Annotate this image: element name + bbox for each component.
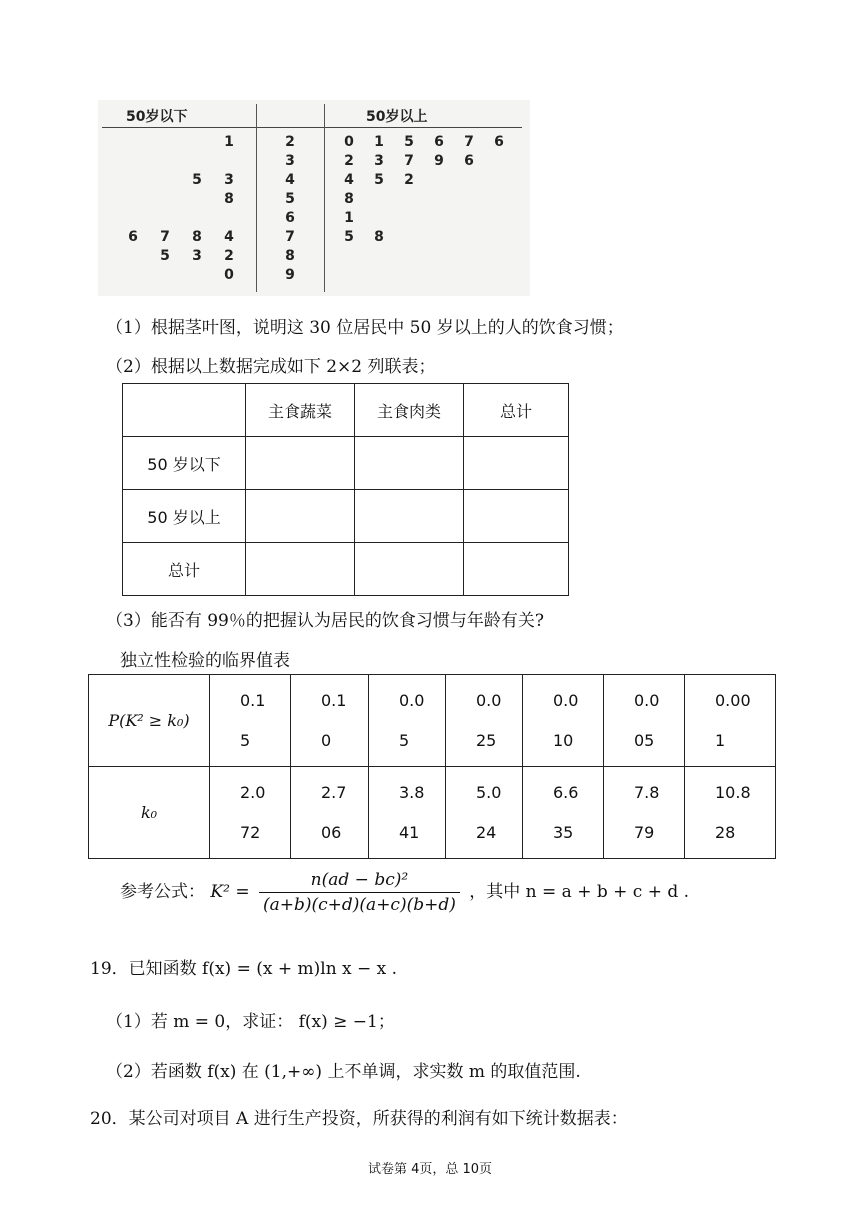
- stem-leaf-left-leaf: 8: [192, 229, 202, 245]
- critical-k-value: [210, 767, 291, 859]
- critical-p-value-part: 0.0: [399, 690, 425, 710]
- critical-k-value-part: 6.6: [553, 782, 579, 802]
- critical-p-value: [604, 675, 685, 767]
- stem-leaf-left-leaf: 3: [192, 248, 202, 264]
- critical-k-value-part: 3.8: [399, 782, 425, 802]
- formula-denominator: (a+b)(c+d)(a+c)(b+d): [262, 895, 456, 915]
- contingency-row: [123, 490, 569, 543]
- critical-p-value-part: 0: [321, 730, 332, 750]
- critical-p-row: [89, 675, 776, 767]
- critical-k-value: [523, 767, 604, 859]
- stem-leaf-right-leaf: 6: [464, 153, 474, 169]
- stem-leaf-right-leaf: 1: [374, 134, 384, 150]
- stem-leaf-stem: 4: [285, 172, 295, 188]
- stem-leaf-stem: 3: [285, 153, 295, 169]
- critical-k-value-part: 7.8: [634, 782, 660, 802]
- stem-leaf-stem: 9: [285, 267, 295, 283]
- stem-leaf-right-header: 50岁以上: [366, 109, 428, 125]
- stem-leaf-row: [98, 134, 528, 153]
- critical-p-value: [291, 675, 369, 767]
- stem-leaf-right-leaf: 5: [374, 172, 384, 188]
- stem-leaf-right-leaf: 0: [344, 134, 354, 150]
- stem-leaf-right-leaf: 4: [344, 172, 354, 188]
- formula-fraction: [259, 870, 460, 915]
- critical-k-value-part: 10.8: [715, 782, 751, 802]
- contingency-blank-cell: [464, 437, 569, 490]
- critical-k-value-part: 2.0: [240, 782, 266, 802]
- critical-k-value: [685, 767, 776, 859]
- stem-leaf-row: [98, 191, 528, 210]
- stem-leaf-left-leaf: 0: [224, 267, 234, 283]
- stem-leaf-figure: [98, 100, 530, 296]
- critical-table-title: 独立性检验的临界值表: [120, 651, 290, 671]
- stem-leaf-left-leaf: 8: [224, 191, 234, 207]
- stem-leaf-left-leaf: 3: [224, 172, 234, 188]
- critical-p-value-part: 0.0: [553, 690, 579, 710]
- contingency-row-label: 总计: [123, 543, 246, 596]
- stem-leaf-right-leaf: 6: [494, 134, 504, 150]
- stem-leaf-left-leaf: 4: [224, 229, 234, 245]
- contingency-blank-cell: [355, 543, 464, 596]
- critical-k-value-part: 41: [399, 822, 420, 842]
- stem-leaf-left-leaf: 5: [192, 172, 202, 188]
- formula-lhs: K² =: [210, 882, 250, 902]
- contingency-header-cell: 主食蔬菜: [246, 384, 355, 437]
- critical-p-value-part: 5: [240, 730, 251, 750]
- contingency-blank-cell: [246, 543, 355, 596]
- critical-k-row: [89, 767, 776, 859]
- critical-k-value-part: 35: [553, 822, 574, 842]
- critical-k-value-part: 5.0: [476, 782, 502, 802]
- critical-p-value-part: 1: [715, 730, 726, 750]
- stem-leaf-left-leaf: 6: [128, 229, 138, 245]
- stem-leaf-row: [98, 267, 528, 286]
- critical-k-value-part: 72: [240, 822, 261, 842]
- stem-leaf-right-leaf: 7: [404, 153, 414, 169]
- stem-leaf-left-leaf: 7: [160, 229, 170, 245]
- formula-prefix: 参考公式：: [120, 882, 205, 902]
- stem-leaf-right-leaf: 9: [434, 153, 444, 169]
- critical-k-value: [369, 767, 446, 859]
- page-footer: 试卷第 4页，总 10页: [367, 1162, 493, 1177]
- problem-19-part-1: （1）若 m = 0，求证： f(x) ≥ −1；: [106, 1012, 395, 1032]
- stem-leaf-header-rule: [102, 127, 522, 128]
- contingency-blank-cell: [355, 437, 464, 490]
- critical-p-value-part: 5: [399, 730, 410, 750]
- stem-leaf-right-leaf: 3: [374, 153, 384, 169]
- formula-suffix: ，其中 n = a + b + c + d .: [469, 882, 690, 902]
- stem-leaf-stem: 6: [285, 210, 295, 226]
- stem-leaf-left-leaf: 5: [160, 248, 170, 264]
- critical-p-label: [89, 675, 210, 767]
- critical-k-value-part: 06: [321, 822, 342, 842]
- stem-leaf-row: [98, 229, 528, 248]
- critical-p-value-part: 0.0: [476, 690, 502, 710]
- stem-leaf-stem: 7: [285, 229, 295, 245]
- contingency-header-cell: 主食肉类: [355, 384, 464, 437]
- formula-numerator: n(ad − bc)²: [259, 870, 460, 893]
- critical-k-value-part: 2.7: [321, 782, 347, 802]
- stem-leaf-row: [98, 172, 528, 191]
- problem-20: 20．某公司对项目 A 进行生产投资，所获得的利润有如下统计数据表：: [90, 1109, 628, 1129]
- contingency-row: [123, 543, 569, 596]
- critical-p-value: [446, 675, 523, 767]
- critical-p-value-part: 0.00: [715, 690, 751, 710]
- question-3: （3）能否有 99％的把握认为居民的饮食习惯与年龄有关?: [106, 611, 544, 631]
- contingency-blank-cell: [246, 490, 355, 543]
- question-1: （1）根据茎叶图，说明这 30 位居民中 50 岁以上的人的饮食习惯；: [106, 318, 624, 338]
- stem-leaf-right-leaf: 8: [344, 191, 354, 207]
- critical-k-value-part: 24: [476, 822, 497, 842]
- critical-p-value-part: 0.0: [634, 690, 660, 710]
- critical-k-value-part: 28: [715, 822, 736, 842]
- stem-leaf-right-leaf: 1: [344, 210, 354, 226]
- stem-leaf-stem: 5: [285, 191, 295, 207]
- stem-leaf-row: [98, 248, 528, 267]
- stem-leaf-right-leaf: 5: [344, 229, 354, 245]
- stem-leaf-right-leaf: 2: [404, 172, 414, 188]
- contingency-blank-cell: [464, 543, 569, 596]
- critical-k-value: [604, 767, 685, 859]
- stem-leaf-right-leaf: 8: [374, 229, 384, 245]
- stem-leaf-stem: 2: [285, 134, 295, 150]
- stem-leaf-left-leaf: 1: [224, 134, 234, 150]
- stem-leaf-stem: 8: [285, 248, 295, 264]
- critical-p-value-part: 05: [634, 730, 655, 750]
- critical-p-value-part: 10: [553, 730, 574, 750]
- critical-p-value-part: 0.1: [240, 690, 266, 710]
- contingency-blank-cell: [355, 490, 464, 543]
- stem-leaf-right-leaf: 2: [344, 153, 354, 169]
- stem-leaf-row: [98, 153, 528, 172]
- contingency-table: [122, 383, 569, 596]
- contingency-blank-cell: [464, 490, 569, 543]
- contingency-row: [123, 437, 569, 490]
- critical-p-value: [210, 675, 291, 767]
- stem-leaf-right-leaf: 6: [434, 134, 444, 150]
- reference-formula: [120, 870, 689, 915]
- contingency-header-row: [123, 384, 569, 437]
- critical-value-table: [88, 674, 776, 859]
- stem-leaf-left-header: 50岁以下: [126, 109, 188, 125]
- critical-p-value-part: 0.1: [321, 690, 347, 710]
- question-2: （2）根据以上数据完成如下 2×2 列联表；: [106, 357, 436, 377]
- contingency-blank-cell: [246, 437, 355, 490]
- contingency-header-cell: 总计: [464, 384, 569, 437]
- critical-k-value: [291, 767, 369, 859]
- problem-19: 19．已知函数 f(x) = (x + m)ln x − x .: [90, 959, 398, 979]
- stem-leaf-left-leaf: 2: [224, 248, 234, 264]
- critical-k-label: [89, 767, 210, 859]
- stem-leaf-row: [98, 210, 528, 229]
- critical-p-value: [523, 675, 604, 767]
- critical-p-value: [369, 675, 446, 767]
- contingency-header-cell: [123, 384, 246, 437]
- problem-19-part-2: （2）若函数 f(x) 在 (1,+∞) 上不单调，求实数 m 的取值范围.: [106, 1062, 581, 1082]
- k-label-text: k₀: [140, 803, 158, 822]
- critical-p-value: [685, 675, 776, 767]
- critical-k-value-part: 79: [634, 822, 655, 842]
- stem-leaf-right-leaf: 5: [404, 134, 414, 150]
- critical-p-value-part: 25: [476, 730, 497, 750]
- critical-k-value: [446, 767, 523, 859]
- stem-leaf-right-leaf: 7: [464, 134, 474, 150]
- contingency-row-label: 50 岁以上: [123, 490, 246, 543]
- p-label-text: P(K² ≥ k₀): [108, 711, 190, 730]
- contingency-row-label: 50 岁以下: [123, 437, 246, 490]
